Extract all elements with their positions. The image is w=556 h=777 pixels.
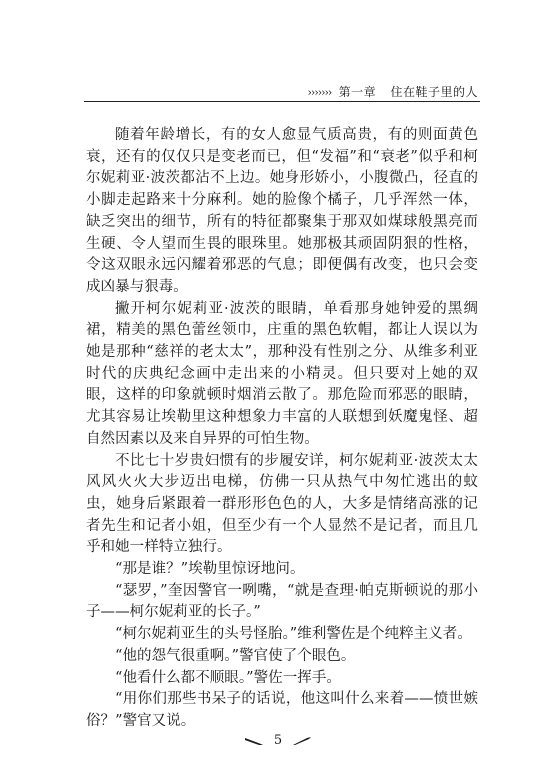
pen-right-icon <box>292 736 312 746</box>
paragraph: 撇开柯尔妮莉亚·波茨的眼睛，单看那身她钟爱的黑绸裙，精美的黑色蕾丝领巾，庄重的黑色软帽，都让人误以为她是那种“慈祥的老太太”，那种没有性别之分、从维多利亚时代的庆典纪念画中走出来的小精灵。但只要对上她的双眼，这样的印象就顿时烟消云散了。那危险而邪恶的眼睛，尤其容易让埃勒里这种想象力丰富的人联想到妖魔鬼怪、超自然因素以及来自异界的可怕生物。 <box>86 300 478 447</box>
running-header <box>250 83 478 100</box>
paragraph: “他看什么都不顺眼。”警佐一挥手。 <box>115 669 341 686</box>
paragraph: “用你们那些书呆子的话说，他这叫什么来着——愤世嫉俗？”警官又说。 <box>86 691 478 729</box>
paragraph: “瑟罗，”奎因警官一咧嘴，“就是查理·帕克斯顿说的那小子——柯尔妮莉亚的长子。” <box>86 582 478 621</box>
paragraph: 随着年龄增长，有的女人愈显气质高贵，有的则面黄色衰，还有的仅仅只是变老而已，但“发福”和“衰老”似乎和柯尔妮莉亚·波茨都沾不上边。她身形娇小，小腹微凸，径直的小脚走起路来十分麻利。她的脸像个橘子，几乎浑然一体，缺乏突出的细节，所有的特征都聚集于那双如煤球般黑亮而生硬、令人望而生畏的眼珠里。她那极其顽固阴狠的性格，令这双眼永远闪耀着邪恶的气息；即便偶有改变，也只会变成凶暴与狠毒。 <box>86 127 478 295</box>
header-rule <box>84 101 480 102</box>
chapter-number: 第一章 <box>338 85 377 99</box>
chapter-title: 住在鞋子里的人 <box>390 85 478 99</box>
body-text <box>86 125 478 733</box>
paragraph: 不比七十岁贵妇惯有的步履安详，柯尔妮莉亚·波茨太太风风火火大步迈出电梯，仿佛一只从热气中匆忙逃出的蚊虫，她身后紧跟着一群形形色色的人，大多是情绪高涨的记者先生和记者小姐，但至少有一个人显然不是记者，而且几乎和她一样特立独行。 <box>86 452 478 556</box>
paragraph: “他的怨气很重啊。”警官使了个眼色。 <box>115 647 356 664</box>
page-footer <box>0 733 556 748</box>
page-number: 5 <box>273 733 283 748</box>
header-arrows: ››››››› <box>307 86 332 99</box>
pen-left-icon <box>244 736 264 746</box>
paragraph: “那是谁？”埃勒里惊讶地问。 <box>115 561 305 578</box>
paragraph: “柯尔妮莉亚生的头号怪胎。”维利警佐是个纯粹主义者。 <box>115 626 472 643</box>
